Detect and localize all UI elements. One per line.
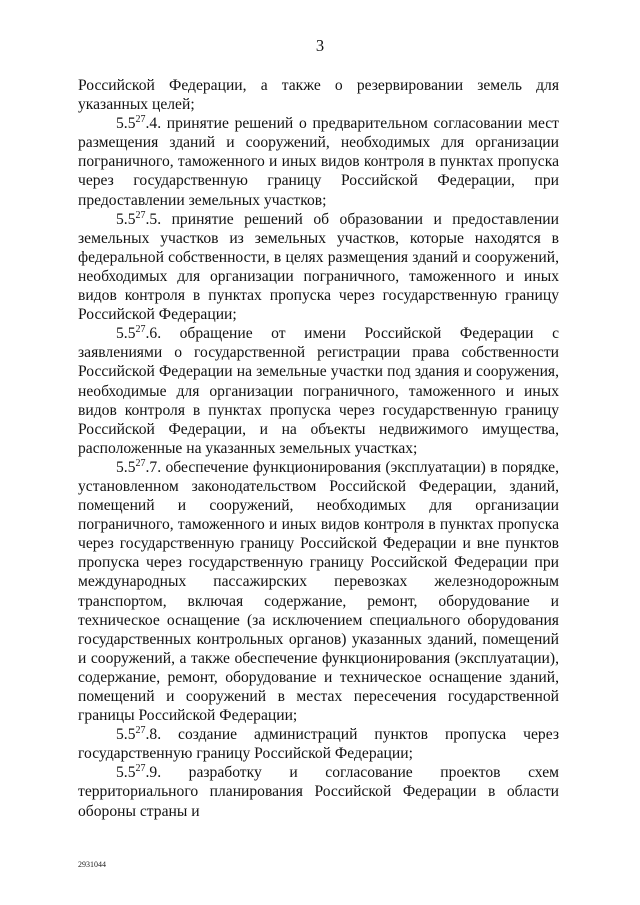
clause-number-suffix: .4. [145, 115, 162, 133]
clause-text: обеспечение функционирования (эксплуатации) в порядке, установленном законодательством Российской Федерации, зданий, помещений и сооружений, необходимых для организации пограничного, таможенного и иных видов контроля в пунктах пропуска через государственную границу Российской Федерации и вне пунктов пропуска через государственную границу Российской Федерации при международных пассажирских перевозках железнодорожным транспортом, включая содержание, ремонт, оборудование и техническое оснащение (за исключением специального оборудования государственных контрольных органов) указанных зданий, помещений и сооружений, а также обеспечение функционирования (эксплуатации), содержание, ремонт, оборудование и техническое оснащение зданий, помещений и сооружений в местах пересечения государственной границы Российской Федерации; [78, 458, 559, 725]
clause-number-superscript: 27 [135, 763, 146, 775]
clause-number: 5.5 [116, 115, 136, 133]
clause-number: 5.5 [116, 458, 136, 476]
clause-text: разработку и согласование проектов схем территориального планирования Российской Федерации в области обороны страны и [78, 764, 559, 820]
clause-number-suffix: .7. [145, 458, 162, 476]
clause-5-5-27-8 [78, 725, 559, 763]
clause-5-5-27-6 [78, 324, 559, 458]
clause-number-superscript: 27 [135, 324, 146, 336]
clause-number-superscript: 27 [135, 457, 146, 469]
clause-5-5-27-5 [78, 210, 559, 325]
clause-number-suffix: .9. [145, 764, 162, 782]
page-number: 3 [315, 36, 325, 55]
clause-text: принятие решений об образовании и предоставлении земельных участков из земельных участков, которые находятся в федеральной собственности, в целях размещения зданий и сооружений, необходимых для организации пограничного, таможенного и иных видов контроля в пунктах пропуска через государственную границу Российской Федерации; [78, 210, 559, 324]
document-code: 2931044 [78, 860, 106, 869]
clause-5-5-27-9 [78, 763, 559, 820]
clause-number: 5.5 [116, 726, 136, 744]
clause-text: создание администраций пунктов пропуска через государственную границу Российской Федерации; [78, 726, 559, 763]
clause-5-5-27-7 [78, 458, 559, 725]
clause-number-superscript: 27 [135, 114, 146, 126]
clause-number-superscript: 27 [135, 209, 146, 221]
clause-5-5-27-4 [78, 114, 559, 209]
clause-number-suffix: .8. [145, 726, 162, 744]
document-body [78, 76, 559, 821]
clause-number: 5.5 [116, 764, 136, 782]
clause-number-suffix: .5. [145, 210, 162, 228]
clause-text: принятие решений о предварительном согласовании мест размещения зданий и сооружений, необходимых для организации пограничного, таможенного и иных видов контроля в пунктах пропуска через государственную границу Российской Федерации, при предоставлении земельных участков; [78, 115, 559, 209]
clause-number-superscript: 27 [135, 725, 146, 737]
clause-text: обращение от имени Российской Федерации с заявлениями о государственной регистрации права собственности Российской Федерации на земельные участки под здания и сооружения, необходимые для организации пограничного, таможенного и иных видов контроля в пунктах пропуска через государственную границу Российской Федерации, и на объекты недвижимого имущества, расположенные на указанных земельных участках; [78, 325, 559, 457]
clause-number: 5.5 [116, 325, 136, 343]
clause-number-suffix: .6. [145, 325, 162, 343]
clause-number: 5.5 [116, 210, 136, 228]
continuation-paragraph: Российской Федерации, а также о резервировании земель для указанных целей; [78, 77, 559, 114]
